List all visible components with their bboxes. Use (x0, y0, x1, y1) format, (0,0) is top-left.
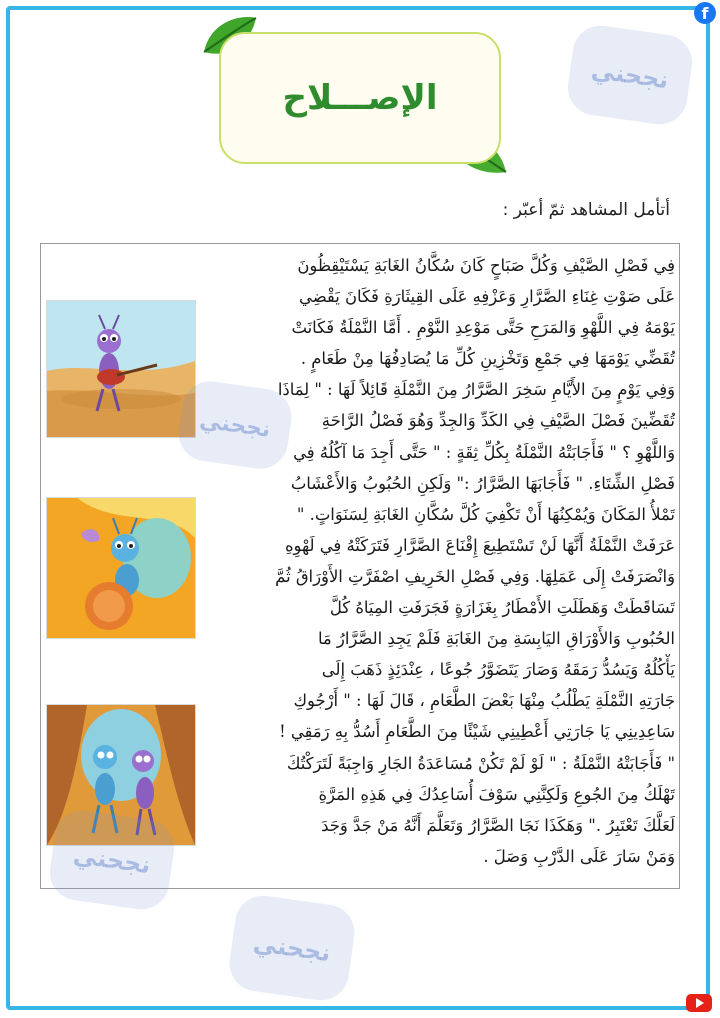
youtube-icon[interactable] (686, 994, 712, 1012)
watermark-logo: نجحني (226, 892, 358, 1004)
illustration-cricket-playing-guitar (46, 300, 196, 438)
story-line: وَفِي يَوْمٍ مِنَ الأَيَّامِ سَخِرَ الصَّرَّارُ مِنَ النَّمْلَةِ قَائِلاً لَهَا : " لِمَاذَا (277, 380, 675, 400)
story-line: فِي فَصْلِ الصَّيْفِ وَكُلَّ صَبَاحٍ كَانَ سُكَّانُ الغَابَةِ يَسْتَيْقِظُونَ (297, 256, 675, 275)
story-line: تَسَاقَطَتْ وَهَطَلَتِ الأَمْطَارُ بِغَزَارَةٍ فَجَرَفَتِ المِيَاهُ كُلَّ (329, 598, 675, 618)
story-line: " فَأَجَابَتْهُ النَّمْلَةُ : " لَوْ لَمْ تَكُنْ مُسَاعَدَةُ الجَارِ وَاجِبَةً لَتَرَكْتُكَ (286, 753, 675, 773)
story-line: وَانْصَرَفَتْ إِلَى عَمَلِهَا. وَفِي فَصْلِ الخَرِيفِ اصْفَرَّتِ الأَوْرَاقُ ثُمَّ (275, 566, 675, 586)
story-line: تُقَضِّينَ فَصْلَ الصَّيْفِ فِي الكَدِّ وَالجِدِّ وَهُوَ فَصْلُ الرَّاحَةِ (321, 411, 675, 431)
story-line: وَمَنْ سَارَ عَلَى الدَّرْبِ وَصَلَ . (483, 846, 675, 866)
watermark-logo: نجحني (46, 807, 177, 913)
story-line: يَأْكُلُهُ وَيَسُدُّ رَمَقَهُ وَصَارَ يَتَضَوَّرُ جُوعًا ، عِنْدَئِذٍ ذَهَبَ إِلَى (321, 660, 675, 680)
story-line: تَمْلأُ المَكَانَ وَيُمْكِنُهَا أَنْ تَكْفِيَ كُلَّ سُكَّانِ الغَابَةِ لِسَنَوَاتٍ. " (296, 504, 675, 524)
story-line: وَاللَّهْوِ ؟ " فَأَجَابَتْهُ النَّمْلَةُ بِكُلِّ ثِقَةٍ : " حَتَّى أَجِدَ مَا آكُلُهُ فِي (293, 442, 675, 462)
watermark-logo: نجحني (175, 378, 295, 473)
story-line: لَعَلَّكَ تَعْتَبِرُ ." وَهَكَذَا نَجَا الصَّرَّارُ وَتَعَلَّمَ أَنَّهُ مَنْ جَدَّ وَجَدَ (321, 815, 675, 835)
illustration-ant-carrying-food (46, 497, 196, 639)
story-line: فَصْلِ الشِّتَاءِ. " فَأَجَابَهَا الصَّرَّارُ :" وَلَكِنِ الحُبُوبُ وَالأَعْشَابُ (290, 473, 675, 493)
story-line: تُقَضِّي يَوْمَهَا فِي جَمْعِ وَتَخْزِينِ كُلِّ مَا يُصَادِفُهَا مِنْ طَعَامٍ . (300, 349, 675, 369)
title-card (219, 32, 501, 164)
story-line: سَاعِدِينِي يَا جَارَتِي أَعْطِينِي شَيْئًا مِنَ الطَّعَامِ أَسُدُّ بِهِ رَمَقِي ! (279, 722, 675, 742)
story-line: تَهْلَكُ مِنَ الجُوعِ وَلَكِنَّنِي سَوْفَ أُسَاعِدُكَ فِي هَذِهِ المَرَّةِ (318, 784, 675, 804)
facebook-icon[interactable]: f (694, 2, 716, 24)
story-line: عَلَى صَوْتِ غِنَاءِ الصَّرَّارِ وَعَزْفِهِ عَلَى القِيثَارَةِ فَكَانَ يَقْضِي (299, 287, 675, 307)
watermark-logo: نجحني (564, 22, 695, 128)
story-line: الحُبُوبِ وَالأَوْرَاقِ اليَابِسَةِ مِنَ الغَابَةِ فَلَمْ يَجِدِ الصَّرَّارُ مَا (317, 629, 675, 649)
story-line: عَرَفَتْ النَّمْلَةُ أَنَّهَا لَنْ تَسْتَطِيعَ إِقْنَاعَ الصَّرَّارِ فَتَرَكَتْهُ فِي لَهْوِهِ (284, 535, 675, 555)
story-line: يَوْمَهُ فِي اللَّهْوِ وَالمَرَحِ حَتَّى مَوْعِدِ النَّوْمِ . أَمَّا النَّمْلَةُ فَكَانَتْ (291, 318, 675, 338)
page-title: الإصـــلاح (282, 78, 438, 118)
story-line: جَارَتِهِ النَّمْلَةِ يَطْلُبُ مِنْهَا بَعْضَ الطَّعَامِ ، قَالَ لَهَا : " أَرْجُوكِ (293, 691, 675, 711)
story-box (40, 243, 680, 889)
story-text (217, 250, 675, 872)
instruction-text: أتأمل المشاهد ثمّ أعبّر : (502, 200, 670, 220)
